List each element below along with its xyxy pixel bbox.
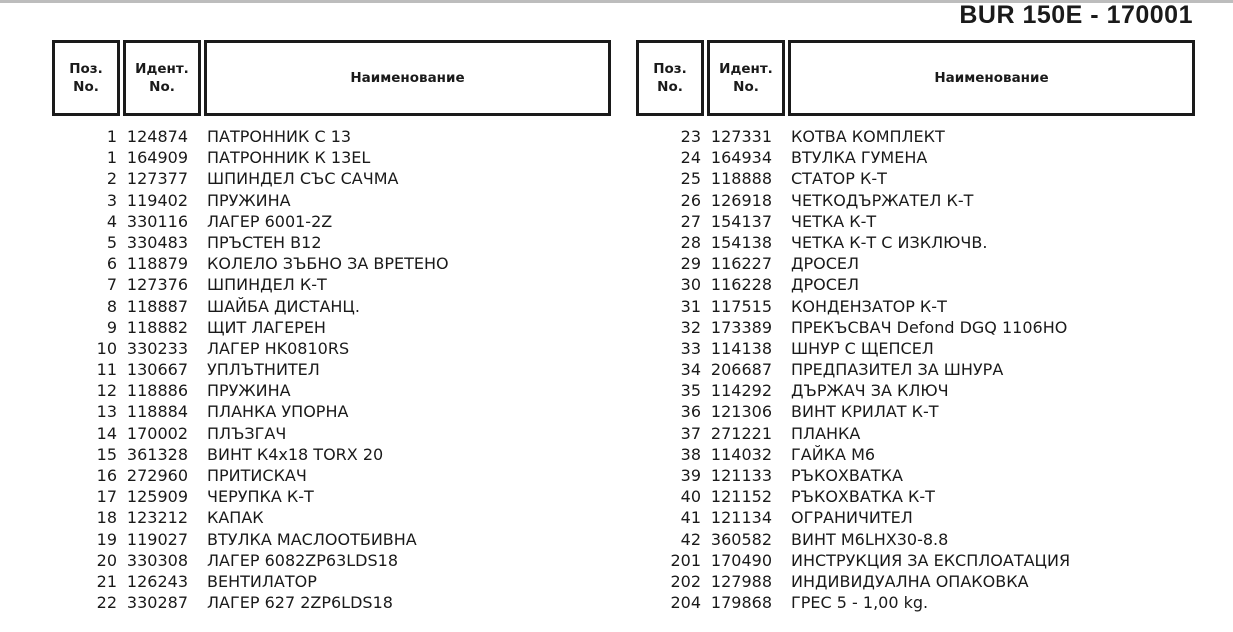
row-name: ПРЪСТЕН В12	[207, 232, 322, 252]
row-name: КОЛЕЛО ЗЪБНО ЗА ВРЕТЕНО	[207, 254, 449, 274]
table-row	[52, 529, 611, 550]
row-ident: 170490	[710, 550, 772, 570]
row-ident: 164934	[710, 148, 772, 168]
row-ident: 121152	[710, 487, 772, 507]
row-position: 38	[680, 444, 701, 464]
row-name: ПАТРОННИК С 13	[207, 127, 352, 146]
table-row	[52, 592, 611, 613]
table-row	[52, 211, 611, 232]
table-row	[52, 253, 611, 274]
row-name: РЪКОХВАТКА	[791, 466, 903, 485]
row-ident: 330233	[126, 338, 188, 358]
row-ident: 127377	[126, 169, 188, 189]
row-name: УПЛЪТНИТЕЛ	[207, 360, 320, 380]
row-name: СТАТОР К-Т	[791, 169, 887, 189]
row-name: КАПАК	[207, 508, 264, 528]
row-position: 28	[680, 232, 701, 252]
row-position: 8	[106, 296, 117, 316]
row-position: 201	[670, 550, 701, 570]
table-row	[636, 507, 1195, 528]
row-position: 17	[96, 487, 117, 507]
row-ident: 206687	[710, 360, 772, 380]
row-position: 30	[680, 275, 701, 295]
header-name: Наименование	[204, 40, 611, 116]
row-position: 5	[106, 232, 117, 252]
row-name: ЛАГЕР 6001-2Z	[207, 211, 333, 231]
table-row	[52, 296, 611, 317]
row-position: 26	[680, 190, 701, 210]
header-ident: Идент. No.	[123, 40, 201, 116]
table-row	[636, 401, 1195, 422]
table-row	[636, 190, 1195, 211]
table-row	[636, 486, 1195, 507]
row-position: 1	[106, 127, 117, 146]
row-name: ЩИТ ЛАГЕРЕН	[207, 317, 326, 337]
row-ident: 126918	[710, 190, 772, 210]
row-position: 20	[96, 550, 117, 570]
row-name: ДРОСЕЛ	[791, 275, 860, 295]
row-name: ИНСТРУКЦИЯ ЗА ЕКСПЛОАТАЦИЯ	[791, 550, 1071, 570]
row-position: 16	[96, 466, 117, 485]
header-position: Поз. No.	[52, 40, 120, 116]
row-ident: 330287	[126, 593, 188, 613]
table-row	[636, 168, 1195, 189]
table-header	[52, 40, 611, 116]
row-name: ГРЕС 5 - 1,00 kg.	[791, 593, 929, 613]
row-position: 37	[680, 423, 701, 443]
table-row	[636, 126, 1195, 147]
row-position: 9	[106, 317, 117, 337]
table-row	[636, 550, 1195, 571]
row-ident: 117515	[710, 296, 772, 316]
row-name: ПЛАНКА УПОРНА	[207, 402, 349, 422]
row-name: ПЛЪЗГАЧ	[207, 423, 287, 443]
table-row	[636, 380, 1195, 401]
row-position: 15	[96, 444, 117, 464]
row-position: 204	[670, 593, 701, 613]
row-name: ЛАГЕР 6082ZP63LDS18	[207, 550, 399, 570]
row-ident: 361328	[126, 444, 188, 464]
table-row	[52, 317, 611, 338]
table-row	[52, 190, 611, 211]
row-ident: 123212	[126, 508, 188, 528]
table-row	[52, 507, 611, 528]
row-ident: 127376	[126, 275, 188, 295]
row-name: ВИНТ К4x18 TORX 20	[207, 444, 384, 464]
row-position: 4	[106, 211, 117, 231]
row-position: 31	[680, 296, 701, 316]
row-ident: 118887	[126, 296, 188, 316]
table-row	[52, 465, 611, 486]
row-ident: 119402	[126, 190, 188, 210]
table-row	[636, 232, 1195, 253]
row-name: ЛАГЕР HK0810RS	[207, 338, 350, 358]
row-name: ЧЕТКОДЪРЖАТЕЛ К-Т	[791, 190, 974, 210]
row-ident: 330116	[126, 211, 188, 231]
table-row	[636, 465, 1195, 486]
row-ident: 127988	[710, 571, 772, 591]
row-name: ПРЕКЪСВАЧ Defond DGQ 1106HO	[791, 317, 1068, 337]
row-position: 7	[106, 275, 117, 295]
row-ident: 330483	[126, 232, 188, 252]
row-ident: 116228	[710, 275, 772, 295]
row-position: 22	[96, 593, 117, 613]
row-position: 25	[680, 169, 701, 189]
row-name: ЛАГЕР 627 2ZP6LDS18	[207, 593, 393, 613]
header-position: Поз. No.	[636, 40, 704, 116]
row-position: 6	[106, 254, 117, 274]
row-position: 202	[670, 571, 701, 591]
row-position: 23	[680, 127, 701, 146]
row-name: ВТУЛКА МАСЛООТБИВНА	[207, 529, 417, 549]
table-row	[52, 486, 611, 507]
table-header	[636, 40, 1195, 116]
table-row	[52, 423, 611, 444]
row-position: 2	[106, 169, 117, 189]
row-name: ЧЕТКА К-Т С ИЗКЛЮЧВ.	[791, 232, 988, 252]
row-name: ДРОСЕЛ	[791, 254, 860, 274]
row-name: ВИНТ КРИЛАТ К-Т	[791, 402, 939, 422]
row-ident: 271221	[710, 423, 772, 443]
row-position: 41	[680, 508, 701, 528]
row-ident: 114032	[710, 444, 772, 464]
table-row	[52, 147, 611, 168]
row-position: 13	[96, 402, 117, 422]
row-position: 24	[680, 148, 701, 168]
row-position: 11	[96, 360, 117, 380]
row-ident: 124874	[126, 127, 188, 146]
row-ident: 118882	[126, 317, 188, 337]
row-name: ГАЙКА М6	[791, 444, 876, 464]
parts-table-left	[52, 40, 611, 613]
row-ident: 125909	[126, 487, 188, 507]
table-row	[52, 550, 611, 571]
row-ident: 114292	[710, 381, 772, 401]
table-row	[636, 529, 1195, 550]
row-name: РЪКОХВАТКА К-Т	[791, 487, 935, 507]
table-body	[52, 126, 611, 613]
table-row	[636, 274, 1195, 295]
row-position: 33	[680, 338, 701, 358]
row-ident: 126243	[126, 571, 188, 591]
table-row	[52, 444, 611, 465]
row-position: 18	[96, 508, 117, 528]
row-name: ПРИТИСКАЧ	[207, 466, 307, 485]
row-name: КОТВА КОМПЛЕКТ	[791, 127, 945, 146]
row-name: ПРУЖИНА	[207, 190, 291, 210]
table-row	[52, 401, 611, 422]
row-position: 21	[96, 571, 117, 591]
row-position: 19	[96, 529, 117, 549]
row-ident: 118879	[126, 254, 188, 274]
row-position: 10	[96, 338, 117, 358]
row-name: ПЛАНКА	[791, 423, 861, 443]
table-row	[52, 571, 611, 592]
row-position: 35	[680, 381, 701, 401]
row-ident: 121133	[710, 466, 772, 485]
row-ident: 164909	[126, 148, 188, 168]
row-ident: 127331	[710, 127, 772, 146]
table-row	[52, 232, 611, 253]
row-name: ОГРАНИЧИТЕЛ	[791, 508, 913, 528]
row-ident: 173389	[710, 317, 772, 337]
row-position: 3	[106, 190, 117, 210]
row-position: 27	[680, 211, 701, 231]
table-row	[636, 147, 1195, 168]
row-ident: 170002	[126, 423, 188, 443]
row-position: 1	[106, 148, 117, 168]
row-name: ЧЕРУПКА К-Т	[207, 487, 314, 507]
table-row	[636, 317, 1195, 338]
row-ident: 179868	[710, 593, 772, 613]
table-row	[636, 253, 1195, 274]
table-row	[636, 338, 1195, 359]
row-name: ШПИНДЕЛ К-Т	[207, 275, 327, 295]
row-ident: 121306	[710, 402, 772, 422]
row-position: 32	[680, 317, 701, 337]
row-position: 42	[680, 529, 701, 549]
table-body	[636, 126, 1195, 613]
row-name: КОНДЕНЗАТОР К-Т	[791, 296, 947, 316]
row-name: ПАТРОННИК К 13EL	[207, 148, 371, 168]
table-row	[52, 359, 611, 380]
row-ident: 130667	[126, 360, 188, 380]
table-row	[52, 380, 611, 401]
row-position: 34	[680, 360, 701, 380]
table-row	[636, 592, 1195, 613]
row-name: ПРУЖИНА	[207, 381, 291, 401]
row-ident: 154138	[710, 232, 772, 252]
row-name: ВЕНТИЛАТОР	[207, 571, 317, 591]
table-row	[52, 338, 611, 359]
row-ident: 118888	[710, 169, 772, 189]
table-row	[636, 423, 1195, 444]
table-row	[52, 168, 611, 189]
row-position: 40	[680, 487, 701, 507]
row-ident: 330308	[126, 550, 188, 570]
row-ident: 118884	[126, 402, 188, 422]
table-row	[636, 359, 1195, 380]
table-row	[52, 126, 611, 147]
row-ident: 272960	[126, 466, 188, 485]
row-position: 36	[680, 402, 701, 422]
row-position: 39	[680, 466, 701, 485]
row-position: 29	[680, 254, 701, 274]
row-name: ВИНТ М6LHX30-8.8	[791, 529, 949, 549]
header-ident: Идент. No.	[707, 40, 785, 116]
row-ident: 154137	[710, 211, 772, 231]
row-name: ИНДИВИДУАЛНА ОПАКОВКА	[791, 571, 1029, 591]
row-position: 14	[96, 423, 117, 443]
table-row	[636, 571, 1195, 592]
row-ident: 360582	[710, 529, 772, 549]
row-name: ДЪРЖАЧ ЗА КЛЮЧ	[791, 381, 949, 401]
row-name: ВТУЛКА ГУМЕНА	[791, 148, 928, 168]
table-row	[636, 296, 1195, 317]
document-title: BUR 150E - 170001	[959, 1, 1193, 29]
row-name: ШПИНДЕЛ СЪС САЧМА	[207, 169, 399, 189]
header-name: Наименование	[788, 40, 1195, 116]
table-row	[636, 211, 1195, 232]
row-name: ЧЕТКА К-Т	[791, 211, 877, 231]
parts-table-right	[636, 40, 1195, 613]
row-ident: 121134	[710, 508, 772, 528]
row-ident: 116227	[710, 254, 772, 274]
row-ident: 119027	[126, 529, 188, 549]
row-name: ПРЕДПАЗИТЕЛ ЗА ШНУРА	[791, 360, 1004, 380]
row-ident: 114138	[710, 338, 772, 358]
row-name: ШНУР С ЩЕПСЕЛ	[791, 338, 934, 358]
row-ident: 118886	[126, 381, 188, 401]
table-row	[52, 274, 611, 295]
row-position: 12	[96, 381, 117, 401]
table-row	[636, 444, 1195, 465]
row-name: ШАЙБА ДИСТАНЦ.	[207, 296, 360, 316]
